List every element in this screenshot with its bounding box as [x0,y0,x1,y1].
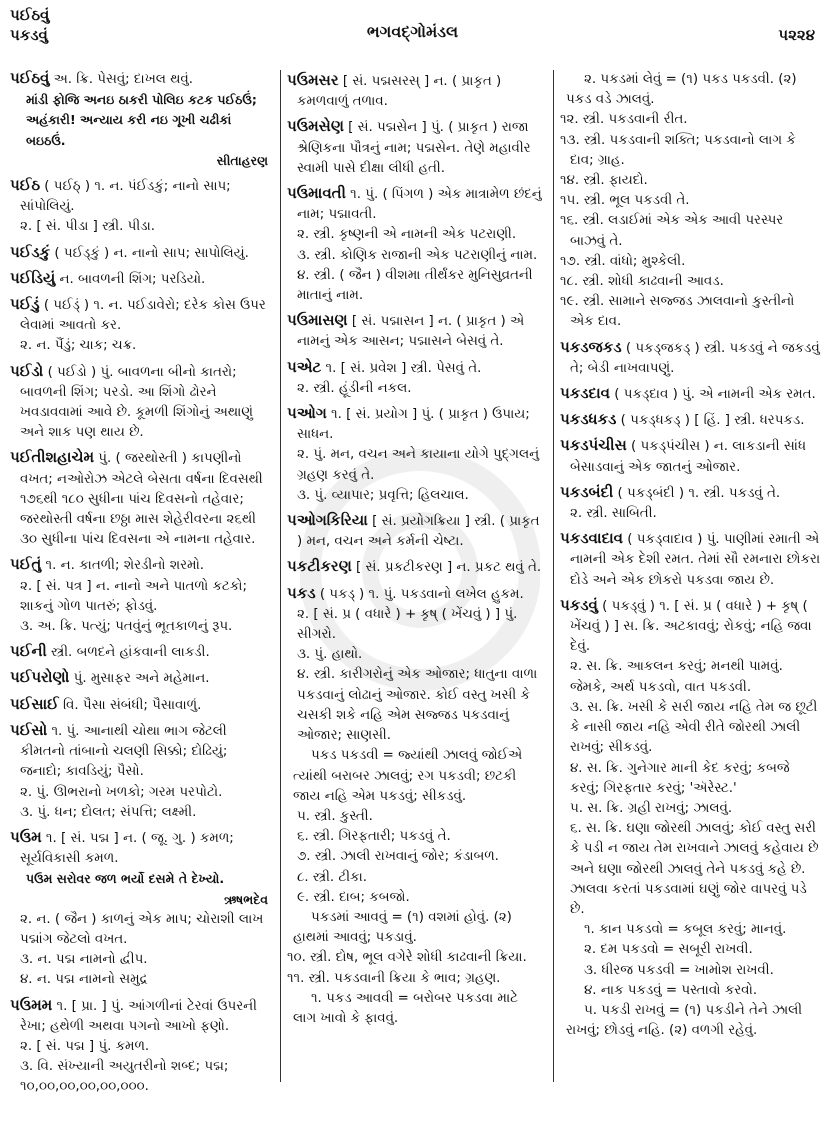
definition-text: ૨. સ્ત્રી. હૂંડીની નકલ. [297,380,412,396]
dictionary-sense [10,1037,268,1057]
headword: પકડદાવ [560,384,610,403]
guide-word-first: પઈઠવું [10,6,50,24]
definition-text: પકડ પકડવી = જ્યાંથી ઝાલવું જોઈએ ત્યાંથી બરાબર ઝાલવું; રગ પકડવી; છટકી જાય નહિ એમ પકડવું; સીકડવું. [293,748,523,804]
definition-text: ૬. સ્ત્રી. ગિરફતારી; પકડવું તે. [297,829,451,845]
dictionary-entry [10,268,268,290]
dictionary-entry [10,554,268,576]
definition-text: પું. ( જરથોસ્તી ) કાપણીનો વખત; નઓરોઝ એટલે બેસતા વર્ષના દિવસથી ૧૭૬થી ૧૮૦ સુધીના પાંચ દિવસનો તહેવાર; જરથોસ્તી વર્ષના છઠ્ઠા માસ શેહેરીવરના ૨૬થી ૩૦ સુધીના પાંચ દિવસના એ નામના તહેવાર. [20,451,263,548]
dictionary-idiom [287,746,545,807]
dictionary-sense [10,910,268,950]
column-middle [280,70,545,1082]
dictionary-sense [10,803,268,823]
headword: પકડવાદાવ [560,529,623,548]
dictionary-sense0 [560,292,822,332]
definition-text: ૨. [ સં. પદ્મ ] પું. કમળ. [20,1038,150,1054]
dictionary-entry [10,995,268,1037]
dictionary-sense0 [560,171,822,191]
headword: પઈની [10,642,47,661]
definition-text: ૨. [ સં. પત્ર ] ન. નાનો અને પાતળો કટકો; શાકનું ગોળ પાતરું; ફોડવું. [20,578,248,614]
dictionary-sense0 [560,211,822,251]
dictionary-entry [560,383,822,405]
dictionary-entry [287,403,545,445]
headword: પઉમસેણ [287,117,344,136]
dictionary-sense [10,577,268,617]
headword: પઈડકું [10,242,51,261]
definition-text: ૩. અ. ક્રિ. પત્યું; પતવુંનું ભૂતકાળનું રૂપ. [20,619,233,635]
definition-text: ૧૪. સ્ત્રી. ફાયદો. [560,173,648,189]
dictionary-sense [10,217,268,237]
definition-text: ૪. સ્ત્રી. ( જૈન ) વીશમા તીર્થંકર મુનિસુવ્રતની માતાનું નામ. [297,267,533,304]
dictionary-entry [287,583,545,605]
headword: પઈસાઈ [10,694,59,713]
definition-text: ૧૦. સ્ત્રી. દોષ, ભૂલ વગેરે શોધી કાઢવાની ક્રિયા. [287,950,527,966]
definition-text: ( પકડ્ધકડ્ ) [ હિં. ] સ્ત્રી. ધરપકડ. [616,413,805,429]
dictionary-entry [287,70,545,112]
definition-text: ૮. સ્ત્રી. ટીકા. [297,869,368,885]
column-right [553,70,822,1082]
definition-text: ૧. કાન પકડવો = કબૂલ કરવું; માનવું. [584,922,787,938]
definition-text: પઉમ સરોવર જળ ભર્યો દસમે તે દેખ્યો. [26,871,225,887]
dictionary-sense0 [287,969,545,989]
dictionary-entry [10,667,268,689]
headword: પઉમ [10,827,42,846]
dictionary-sense [560,759,822,799]
definition-text: ૩. પું. હાથો. [297,647,363,663]
dictionary-entry [560,528,822,591]
dictionary-entry [10,447,268,550]
definition-text: ( પઈઠ્ ) ૧. ન. પંઈડકું; નાનો સાપ; સાંપોલિયું. [20,179,231,215]
dictionary-sense [287,605,545,645]
definition-text: માંડી ફોજિ અનઇ ઠાકરી પોલિઇ કટક પઈઠઉં; અહંકારી! અન્યાય કરી નઇ ગૂખી ચઢીકાં બઇઠઉં. [26,92,257,148]
dictionary-sense [560,504,822,524]
dictionary-idiom [287,989,545,1029]
dictionary-sense [287,665,545,746]
dictionary-idiom [560,981,822,1001]
definition-text: ૧૯. સ્ત્રી. સામાને સજ્જડ ઝાલવાનો કુસ્તીનો એક દાવ. [560,294,795,330]
dictionary-sense [287,379,545,399]
headword: પઉમાસણ [287,311,348,330]
definition-text: ૧૨. સ્ત્રી. પકડવાની રીત. [560,112,688,128]
dictionary-quote [10,869,268,889]
headword: પકટીકરણ [287,557,352,576]
headword: પકડજકડ [560,337,622,356]
headword: પઈપરોણો [10,668,70,687]
dictionary-entry [287,183,545,225]
definition-text: ૨. ન. પૈંડું; ચાક; ચક્ર. [20,338,137,354]
definition-text: ૪. ન. પદ્મ નામનો સમુદ્ર [20,972,148,988]
definition-text: ૩. ધીરજ પકડવી = ખામોશ રાખવી. [584,962,774,978]
definition-text: ( પઈડ્કું ) ન. નાનો સાપ; સાપોલિયું. [50,245,249,261]
dictionary-entry [560,482,822,504]
dictionary-entry [10,242,268,264]
dictionary-sense [287,225,545,245]
definition-text: પું. મુસાફર અને મહેમાન. [69,671,210,687]
headword: પકડ [287,583,316,602]
dictionary-entry [10,827,268,869]
definition-text: ૪. સ. ક્રિ. ગુનેગાર માની કેદ કરવું; કબજે કરવું; ગિરફતાર કરવું; 'ઍરેસ્ટ.' [570,760,790,796]
definition-text: ૨. સ. ક્રિ. આકલન કરવું; મનથી પામવું. જેમકે, અર્થ પકડવો, વાત પકડવી. [570,659,783,695]
definition-text: ૭. સ્ત્રી. ઝાલી રાખવાનું જોર; કંડાબળ. [297,849,499,865]
definition-text: ૫. સ. ક્રિ. ગ્રહી રાખવું; ઝાલવું. [570,800,733,816]
headword: પઈડિયું [10,268,56,287]
definition-text: ૧૫. સ્ત્રી. ભૂલ પકડવી તે. [560,193,690,209]
headword: પઈડો [10,361,44,380]
definition-text: ૨. સ્ત્રી. કૃષ્ણની એ નામની એક પટરાણી. [297,227,517,243]
dictionary-quote [10,90,268,151]
definition-text: ૨. પું. મન, વચન અને કાયાના યોગે પુદ્ગલનું ગ્રહણ કરવું તે. [297,447,540,483]
definition-text: ૧૧. સ્ત્રી. પકડવાની ક્રિયા કે ભાવ; ગ્રહણ. [287,970,501,986]
dictionary-sense0 [287,948,545,968]
definition-text: ૫. સ્ત્રી. કુસ્તી. [297,808,373,824]
headword: પઈડું [10,295,40,314]
definition-text: ૧. ન. કાતળી; શેરડીનો શરમો. [41,558,205,574]
dictionary-sense [10,970,268,990]
dictionary-entry [10,361,268,444]
definition-text: ન. બાવળની શિંગ; પરડિયો. [55,271,206,287]
dictionary-entry [560,409,822,431]
definition-text: ૨. ન. ( જૈન ) કાળનું એક માપ; ચોરાશી લાખ પદ્માંગ જેટલો વખત. [20,911,264,947]
dictionary-entry [287,556,545,578]
dictionary-entry [287,116,545,179]
definition-text: ૧. [ સં. પ્રવેશ ] સ્ત્રી. પેસવું તે. [321,360,482,376]
definition-text: ૨. પું. ઊભરાનો ખળકો; ગરમ પરપોટો. [20,784,223,800]
headword: પઈઠવું [10,69,50,87]
definition-text: ૧. [ પ્રા. ] પું. આંગળીનાં ટેરવાં ઉપરની રેખા; હથેળી અથવા પગનો આખો ફણો. [20,998,257,1034]
page-title: ભગવદ્ગોમંડલ [366,22,459,41]
dictionary-sense [287,645,545,665]
definition-text: ૧૭. સ્ત્રી. વાંધો; મુશ્કેલી. [560,253,686,269]
headword: પકડબંદી [560,482,614,501]
definition-text: ૩. વિ. સંખ્યાની અયુતરીનો શબ્દ; પદ્મ; ૧૦,૦૦,૦૦,૦૦,૦૦,૦૦૦. [20,1059,229,1095]
dictionary-entry [10,694,268,716]
dictionary-sense [287,827,545,847]
definition-text: ( પકડ્વાદાવ ) પું. પાણીમાં રમાતી એ નામની એક દેશી રમત. તેમાં સૌ રમનારા છોકરા દોડે અને એક છોકરો પકડવા જાય છે. [570,532,821,588]
dictionary-entry [560,337,822,379]
dictionary-entry [560,435,822,477]
headword: પઉમમ [10,995,53,1014]
dictionary-entry [10,175,268,217]
page-number: પ૨૨૪ [778,26,815,44]
definition-text: ૩. સ. ક્રિ. ખસી કે સરી જાય નહિ તેમ જ છૂટી કે નાસી જાય નહિ એવી રીતે જોરથી ઝાલી રાખવું; સીકડવું. [570,699,818,756]
dictionary-entry [287,510,545,552]
headword: પઈતું [10,555,42,574]
definition-text: ૧૩. સ્ત્રી. પકડવાની શક્તિ; પકડવાનો લાગ કે દાવ; ગ્રાહ. [560,132,796,168]
dictionary-sense [287,246,545,266]
definition-text: અ. ક્રિ. પેસવું; દાખલ થવું. [49,72,193,87]
dictionary-sense [287,807,545,827]
headword: પકડપંચીસ [560,436,627,455]
definition-text: ૧૬. સ્ત્રી. લડાઈમાં એક એક આવી પરસ્પર બાઝવું તે. [560,213,784,249]
definition-text: ૪. નાક પકડવું = પસ્તાવો કરવો. [584,982,758,998]
definition-text: [ સં. પદ્મસેન ] પું. ( પ્રાકૃત ) રાજા શ્રેણિકના પૌત્રનું નામ; પદ્મસેન. તેણે મહાવીર સ્વામી પાસે દીક્ષા લીધી હતી. [297,120,531,176]
dictionary-sense [10,1057,268,1097]
definition-text: ૨. [ સં. પ્ર ( વધારે ) + કૃષ્ ( ખેંચવું ) ] પું. સીગરો. [297,606,518,643]
dictionary-idiom [560,961,822,981]
dictionary-sense [560,698,822,759]
definition-text: ૩. ન. પદ્મ નામનો દ્વીપ. [20,952,148,968]
definition-text: ૫. પકડી રાખવું = (૧) પકડીને તેને ઝાલી રાખવું; છોડવું નહિ. (૨) વળગી રહેવું. [566,1002,803,1039]
headword: પઓગકિરિયા [287,511,368,530]
definition-text: વિ. પૈસા સંબંધી; પૈસાવાળું. [58,697,202,713]
definition-text: ૧. પું. આનાથી ચોથા ભાગ જેટલી કીમતનો તાંબાનો ચલણી સિક્કો; દોઢિયું; જનાદો; કાવડિયું; પૈસો. [20,723,228,780]
dictionary-sense [560,657,822,697]
definition-text: ૧. પકડ આવવી = બરોબર પકડવા માટે લાગ ખાવો કે ફાવવું. [293,990,518,1026]
dictionary-sense0 [560,110,822,130]
dictionary-sense [287,486,545,506]
dictionary-sense [10,617,268,637]
definition-text: ઋષભદેવ [224,891,268,907]
headword: પકડધકડ [560,410,617,429]
headword: પઉમસર [287,71,339,89]
dictionary-idiom [560,920,822,940]
definition-text: ( પઈડ્ં ) ૧. ન. પઈડાવેરો; દરેક કોસ ઉપર લેવામાં આવતો કર. [20,298,266,334]
definition-text: ૧. [ સં. પદ્મ ] ન. ( જૂ. ગુ. ) કમળ; સૂર્યવિકાસી કમળ. [20,830,234,867]
definition-text: ( પકડ્દાવ ) પું. એ નામની એક રમત. [609,387,816,403]
dictionary-entry [287,357,545,379]
dictionary-sense [560,799,822,819]
dictionary-sense0 [560,131,822,171]
definition-text: ૬. સ. ક્રિ. ઘણા જોરથી ઝાલવું; કોઈ વસ્તુ સરી કે પડી ન જાય તેમ રાખવાને ઝાલવું કહેવાય છે અને ઘણા જોરથી ઝાલવું તેને પકડવું કહે છે. ઝાલવા કરતાં પકડવામાં ઘણું જોર વાપરવું પડે છે. [570,821,819,917]
dictionary-sense [287,445,545,485]
headword: પઉમાવતી [287,184,346,203]
definition-text: ૧. [ સં. પ્રયોગ ] પું. ( પ્રાકૃત ) ઉપાય; સાધન. [297,407,530,443]
dictionary-idiom [560,940,822,960]
definition-text: ( પકડ્બંદી ) ૧. સ્ત્રી. પકડવું તે. [613,485,781,501]
definition-text: ( પકડ્જકડ્ ) સ્ત્રી. પકડવું ને જકડવું તે; બેડી નાખવાપણું. [570,340,820,376]
definition-text: સ્ત્રી. બળદને હાંકવાની લાકડી. [46,645,210,661]
definition-text: [ સં. પ્રકટીકરણ ] ન. પ્રકટ થવું તે. [351,560,542,576]
headword: પઈતીશહાચેમ [10,448,95,467]
definition-text: ૯. સ્ત્રી. દાબ; કબજો. [297,889,410,905]
definition-text: ૩. પું. વ્યાપાર; પ્રવૃત્તિ; હિલચાલ. [297,487,469,503]
headword: પઓગ [287,404,327,423]
definition-text: ૪. સ્ત્રી. કારીગરોનું એક ઓજાર; ધાતુના વાળા પકડવાનું લોઢાનું ઓજાર. કોઈ વસ્તુ ખસી કે ચસકી શકે નહિ એમ સજ્જડ પકડવાનું ઓજાર; સાણસી. [297,667,538,744]
dictionary-idiom [560,1001,822,1041]
definition-text: ( પકડ્ ) ૧. પું. પકડવાનો લખેલ હુકમ. [315,586,524,602]
definition-text: ૧૮. સ્ત્રી. શોધી કાઢવાની આવડ. [560,274,724,290]
definition-text: [ સં. પદ્માસન ] ન. ( પ્રાકૃત ) એ નામનું એક આસન; પદ્માસને બેસવું તે. [297,314,525,350]
dictionary-sense [10,950,268,970]
dictionary-source [10,151,268,171]
headword: પકડવું [560,595,598,614]
dictionary-sense0 [560,191,822,211]
definition-text: ૨. સ્ત્રી. સાબિતી. [570,506,657,522]
guide-word-last: પકડવું [10,26,48,44]
definition-text: ૩. પું. ધન; દોલત; સંપત્તિ; લક્ષ્મી. [20,804,197,820]
dictionary-sense [10,336,268,356]
headword: પએટ [287,357,322,376]
headword: પઈઠ [10,176,41,195]
definition-text: ૨. દમ પકડવો = સબૂરી રાખવી. [584,942,753,958]
definition-text: [ સં. પદ્મસરસ્ ] ન. ( પ્રાકૃત ) કમળવાળું તળાવ. [297,74,502,110]
headword: પઈસો [10,720,48,739]
definition-text: ૨. [ સં. પીડા ] સ્ત્રી. પીડા. [20,219,156,235]
dictionary-sense [10,783,268,803]
dictionary-idiom [560,70,822,110]
definition-text: ૩. સ્ત્રી. કોણિક રાજાની એક પટરાણીનું નામ. [297,247,538,263]
definition-text: સીતાહરણ [216,152,268,168]
definition-text: ( પકડ્વું ) ૧. [ સં. પ્ર ( વધારે ) + કૃષ્ ( ખેંચવું ) ] સ. ક્રિ. અટકાવવું; રોકવું; નહિ જવા દેવું. [570,598,812,655]
definition-text: ૨. પકડમાં લેવું = (૧) પકડ પકડવી. (૨) પકડ વડે ઝાલવું. [566,72,797,108]
definition-text: ૧. પું. ( પિંગળ ) એક માત્રામેળ છંદનું નામ; પદ્માવતી. [297,187,542,223]
dictionary-sense0 [560,272,822,292]
dictionary-sense [287,266,545,306]
definition-text: ( પઈડો ) પું. બાવળના બીનો કાતરો; બાવળની શિંગ; પરડો. આ શિંગો ઢોરને ખવડાવવામાં આવે છે. કૂમળી શિંગોનું અથાણું અને શાક પણ થાય છે. [20,364,253,441]
dictionary-entry [10,68,268,90]
dictionary-entry [10,720,268,783]
dictionary-sense [287,847,545,867]
dictionary-entry [10,641,268,663]
column-left [10,64,268,1098]
definition-text: [ સં. પ્રયોગક્રિયા ] સ્ત્રી. ( પ્રાકૃત ) મન, વચન અને કર્મની ચેષ્ટા. [297,514,540,550]
dictionary-entry [287,310,545,352]
definition-text: ( પકડ્પંચીસ ) ન. લાકડાની સાંધ બેસાડવાનું એક જાતનું ઓજાર. [570,439,807,475]
dictionary-source [10,890,268,910]
definition-text: પકડમાં આવવું = (૧) વશમાં હોવું. (૨) હાથમાં આવવું; પકડાવું. [293,909,512,946]
dictionary-entry [560,595,822,658]
dictionary-sense [287,888,545,908]
dictionary-sense [560,819,822,920]
dictionary-sense [287,868,545,888]
dictionary-sense0 [560,252,822,272]
dictionary-idiom [287,908,545,948]
dictionary-entry [10,294,268,336]
